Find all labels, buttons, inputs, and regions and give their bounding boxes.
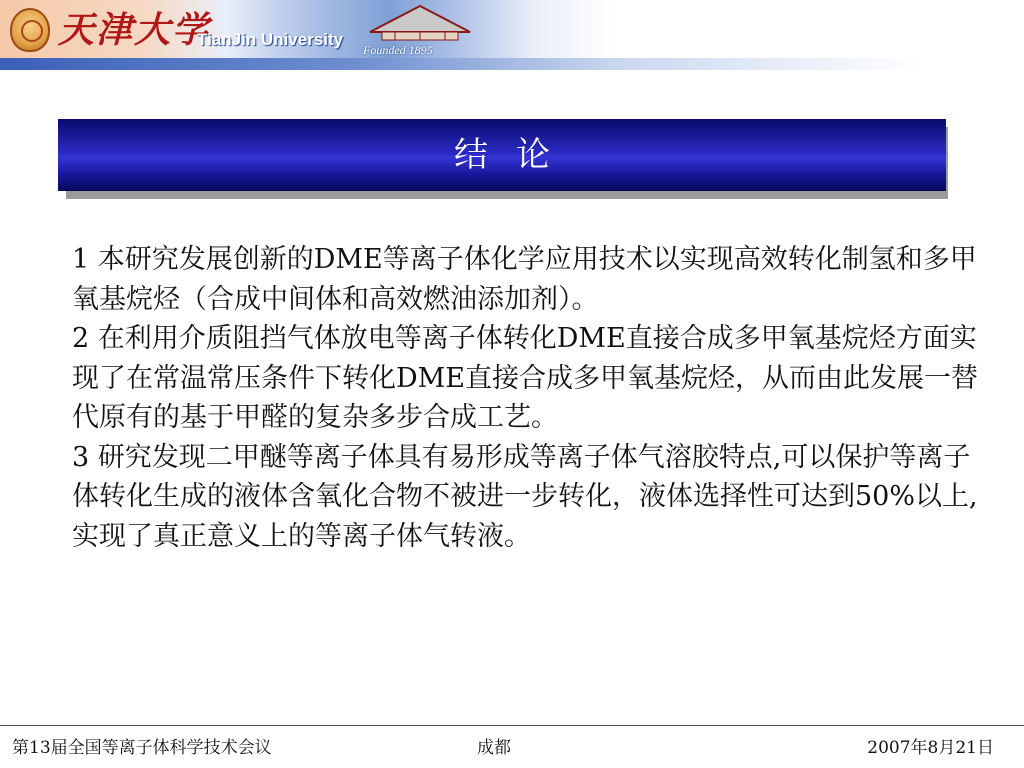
- title-bar: [58, 119, 946, 191]
- header-banner: [0, 0, 1024, 70]
- slide-body: [72, 240, 982, 556]
- conclusion-item-1: 1 本研究发展创新的DME等离子体化学应用技术以实现高效转化制氢和多甲氧基烷烃（合成中间体和高效燃油添加剂）。: [72, 244, 977, 315]
- university-emblem-icon: [10, 8, 50, 52]
- slide-title: 结论: [454, 135, 578, 175]
- university-name-cn: 天津大学: [58, 9, 211, 51]
- conclusion-item-2: 2 在利用介质阻挡气体放电等离子体转化DME直接合成多甲氧基烷烃方面实现了在常温常压条件下转化DME直接合成多甲氧基烷烃，从而由此发展一替代原有的基于甲醛的复杂多步合成工艺。: [72, 323, 979, 433]
- footer-date: 2007年8月21日: [867, 738, 994, 758]
- university-name-en: TianJin University: [197, 30, 344, 49]
- header-stripe: [0, 58, 1024, 70]
- footer-conference: 第13届全国等离子体科学技术会议: [12, 738, 272, 758]
- founded-label: Founded 1895: [363, 43, 433, 57]
- footer-location: 成都: [477, 738, 511, 758]
- footer-divider: [0, 725, 1024, 726]
- conclusion-item-3: 3 研究发现二甲醚等离子体具有易形成等离子体气溶胶特点,可以保护等离子体转化生成的液体含氧化合物不被进一步转化，液体选择性可达到50%以上,实现了真正意义上的等离子体气转液。: [72, 441, 978, 552]
- building-roof-icon: [360, 4, 480, 44]
